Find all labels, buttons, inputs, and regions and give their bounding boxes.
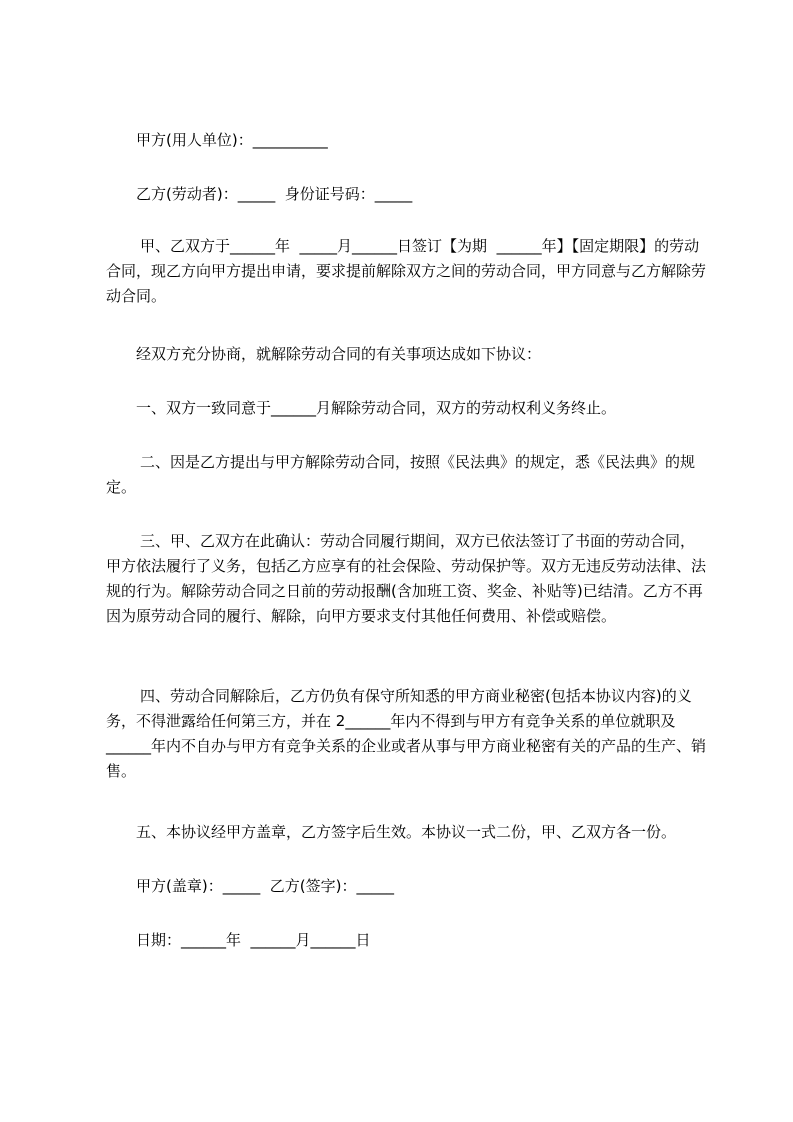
clause-3: 三、甲、乙双方在此确认：劳动合同履行期间，双方已依法签订了书面的劳动合同，甲方依法履行了义务，包括乙方应享有的社会保险、劳动保护等。双方无违反劳动法律、法规的行为。解除劳动合同之日前的劳动报酬(含加班工资、奖金、补贴等)已结清。乙方不再因为原劳动合同的履行、解除，向甲方要求支付其他任何费用、补偿或赔偿。	[106, 532, 707, 625]
negotiation-paragraph: 经双方充分协商，就解除劳动合同的有关事项达成如下协议：	[136, 345, 542, 363]
clause-4: 四、劳动合同解除后，乙方仍负有保守所知悉的甲方商业秘密(包括本协议内容)的义务，不得泄露给任何第三方，并在 2______年内不得到与甲方有竞争关系的单位就职及______年内不自办与甲方有竞争关系的企业或者从事与甲方商业秘密有关的产品的生产、销售。	[106, 687, 707, 780]
clause-2: 二、因是乙方提出与甲方解除劳动合同，按照《民法典》的规定，悉《民法典》的规定。	[106, 453, 696, 496]
intro-paragraph: 甲、乙双方于______年 _____月______日签订【为期 ______年】【固定期限】的劳动合同，现乙方向甲方提出申请，要求提前解除双方之间的劳动合同，甲方同意与乙方解除劳动合同。	[106, 237, 707, 305]
party-b-line: 乙方(劳动者)：_____ 身份证号码：_____	[136, 185, 413, 203]
date-line: 日期：______年 ______月______日	[136, 931, 371, 949]
party-a-line: 甲方(用人单位)：__________	[136, 131, 328, 149]
clause-1: 一、双方一致同意于______月解除劳动合同，双方的劳动权利义务终止。	[136, 399, 617, 417]
signature-line: 甲方(盖章)：_____ 乙方(签字)：_____	[136, 877, 394, 895]
clause-5: 五、本协议经甲方盖章，乙方签字后生效。本协议一式二份，甲、乙双方各一份。	[136, 823, 677, 841]
